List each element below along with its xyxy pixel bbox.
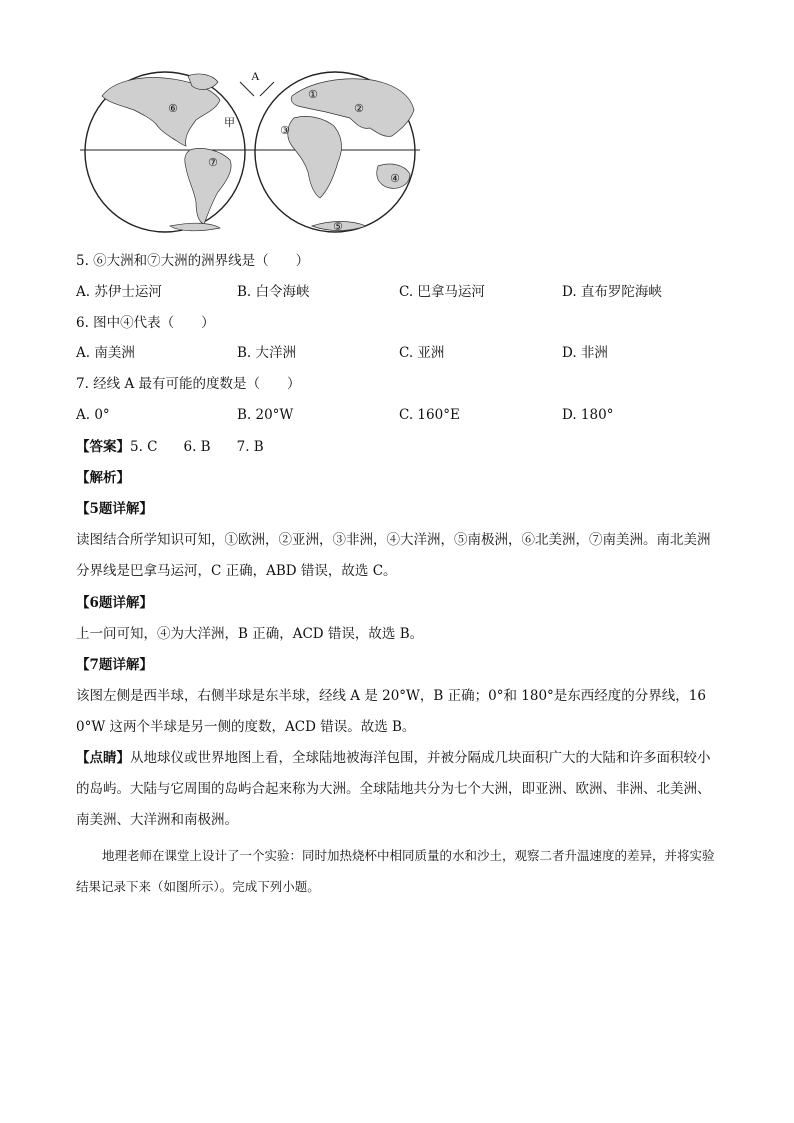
- question-5-stem: 5. ⑥大洲和⑦大洲的洲界线是（ ）: [76, 253, 310, 269]
- answer-line: [76, 437, 264, 457]
- answer-item-7: 7. B: [236, 439, 264, 455]
- dianjing-block: [76, 743, 716, 836]
- q7-option-c: C. 160°E: [399, 407, 460, 423]
- label-a: A: [251, 69, 260, 83]
- detail-7-text: 该图左侧是西半球，右侧半球是东半球，经线 A 是 20°W，B 正确；0°和 180°是东西经度的分界线，160°W 这两个半球是另一侧的度数，ACD 错误。故选 B。: [76, 688, 706, 735]
- answer-label: 【答案】: [76, 439, 130, 455]
- q5-option-c: C. 巴拿马运河: [399, 284, 485, 300]
- answer-item-5: 5. C: [130, 439, 158, 455]
- question-7-stem: 7. 经线 A 最有可能的度数是（ ）: [76, 376, 301, 392]
- answer-item-6: 6. B: [183, 439, 211, 455]
- marker-6: ⑥: [168, 102, 178, 115]
- marker-7: ⑦: [208, 156, 218, 169]
- detail-6-label: 【6题详解】: [76, 595, 153, 611]
- q5-option-b: B. 白令海峡: [237, 284, 310, 300]
- q7-option-b: B. 20°W: [237, 407, 294, 423]
- experiment-intro: 地理老师在课堂上设计了一个实验：同时加热烧杯中相同质量的水和沙土，观察二者升温速度的差异，并将实验结果记录下来（如图所示）。完成下列小题。: [76, 848, 715, 894]
- marker-1: ①: [308, 88, 318, 101]
- q6-option-b: B. 大洋洲: [237, 345, 297, 361]
- marker-3: ③: [280, 124, 290, 137]
- analysis-label: 【解析】: [76, 470, 130, 486]
- detail-7-label: 【7题详解】: [76, 657, 153, 673]
- detail-5-label: 【5题详解】: [76, 501, 153, 517]
- question-6-stem: 6. 图中④代表（ ）: [76, 315, 215, 331]
- marker-2: ②: [354, 102, 364, 115]
- detail-5-text: 读图结合所学知识可知，①欧洲，②亚洲，③非洲，④大洋洲，⑤南极洲，⑥北美洲，⑦南美洲。南北美洲分界线是巴拿马运河，C 正确，ABD 错误，故选 C。: [76, 532, 711, 579]
- detail-6-text: 上一问可知，④为大洋洲，B 正确，ACD 错误，故选 B。: [76, 626, 424, 642]
- q5-option-d: D. 直布罗陀海峡: [562, 284, 662, 300]
- q6-option-a: A. 南美洲: [76, 345, 135, 361]
- q6-option-c: C. 亚洲: [399, 345, 445, 361]
- marker-4: ④: [390, 172, 400, 185]
- q5-option-a: A. 苏伊士运河: [76, 284, 162, 300]
- marker-5: ⑤: [333, 220, 343, 233]
- dianjing-text: 从地球仪或世界地图上看，全球陆地被海洋包围，并被分隔成几块面积广大的大陆和许多面积较小的岛屿。大陆与它周围的岛屿合起来称为大洲。全球陆地共分为七个大洲，即亚洲、欧洲、非洲、北美洲、南美洲、大洋洲和南极洲。: [76, 750, 711, 828]
- q7-option-d: D. 180°: [562, 407, 614, 423]
- q6-option-d: D. 非洲: [562, 345, 608, 361]
- q7-option-a: A. 0°: [76, 407, 110, 423]
- dianjing-label: 【点睛】: [76, 750, 130, 766]
- hemisphere-map: [80, 66, 500, 244]
- label-jia: 甲: [224, 116, 235, 129]
